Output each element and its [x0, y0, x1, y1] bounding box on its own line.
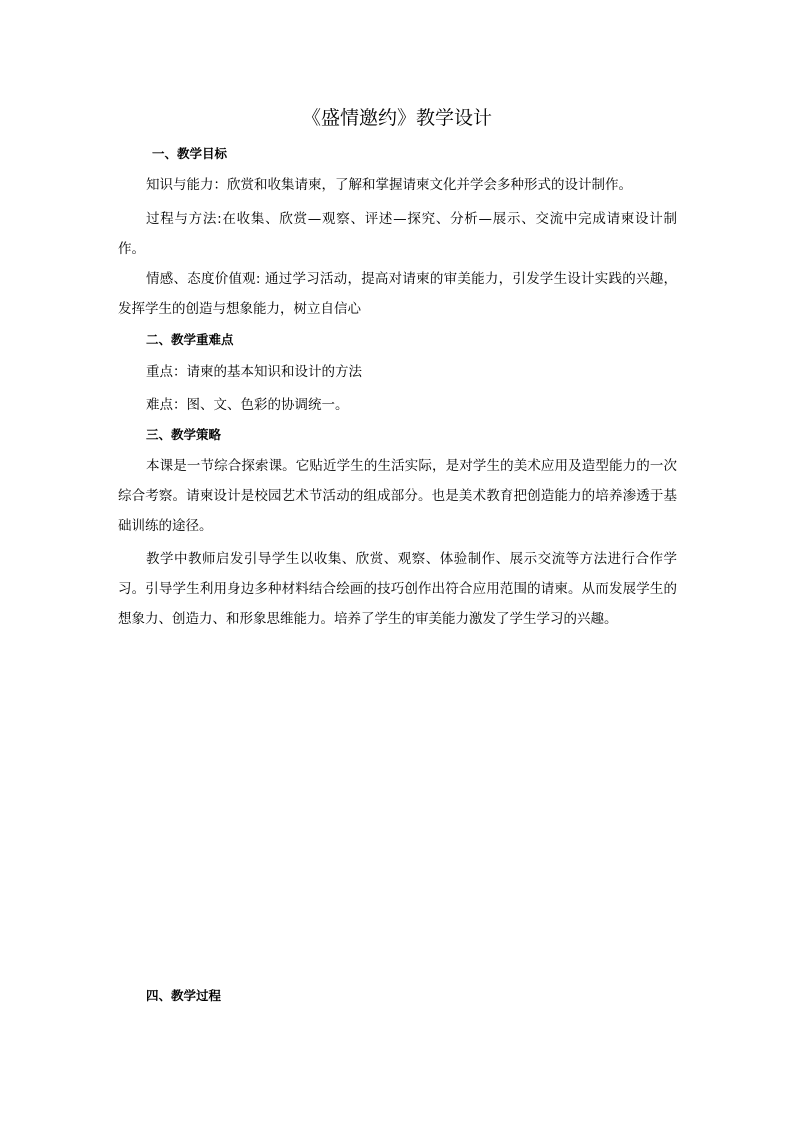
- heading-strategy: 三、教学策略: [146, 427, 222, 442]
- paragraph-knowledge-ability: 知识与能力：欣赏和收集请柬，了解和掌握请柬文化并学会多种形式的设计制作。: [146, 177, 632, 193]
- paragraph-emotion-values: 情感、态度价值观: 通过学习活动，提高对请柬的审美能力，引发学生设计实践的兴趣，发挥学生的创造与想象能力，树立自信心: [118, 271, 677, 317]
- paragraph-process-method: 过程与方法:在收集、欣赏—观察、评述—探究、分析—展示、交流中完成请柬设计制作。: [118, 211, 677, 257]
- heading-objectives: 一、教学目标: [152, 146, 228, 161]
- paragraph-difficulty: 难点：图、文、色彩的协调统一。: [146, 397, 349, 413]
- document-title: 《盛情邀约》教学设计: [301, 107, 492, 129]
- paragraph-focus: 重点：请柬的基本知识和设计的方法: [146, 364, 362, 380]
- heading-key-points: 二、教学重难点: [146, 332, 234, 347]
- heading-teaching-process: 四、教学过程: [146, 988, 222, 1003]
- paragraph-strategy-2: 教学中教师启发引导学生以收集、欣赏、观察、体验制作、展示交流等方法进行合作学习。引导学生利用身边多种材料结合绘画的技巧创作出符合应用范围的请柬。从而发展学生的想象力、创造力、和形象思维能力。培养了学生的审美能力激发了学生学习的兴趣。: [118, 551, 677, 627]
- paragraph-strategy-1: 本课是一节综合探索课。它贴近学生的生活实际，是对学生的美术应用及造型能力的一次综合考察。请柬设计是校园艺术节活动的组成部分。也是美术教育把创造能力的培养渗透于基础训练的途径。: [118, 458, 677, 534]
